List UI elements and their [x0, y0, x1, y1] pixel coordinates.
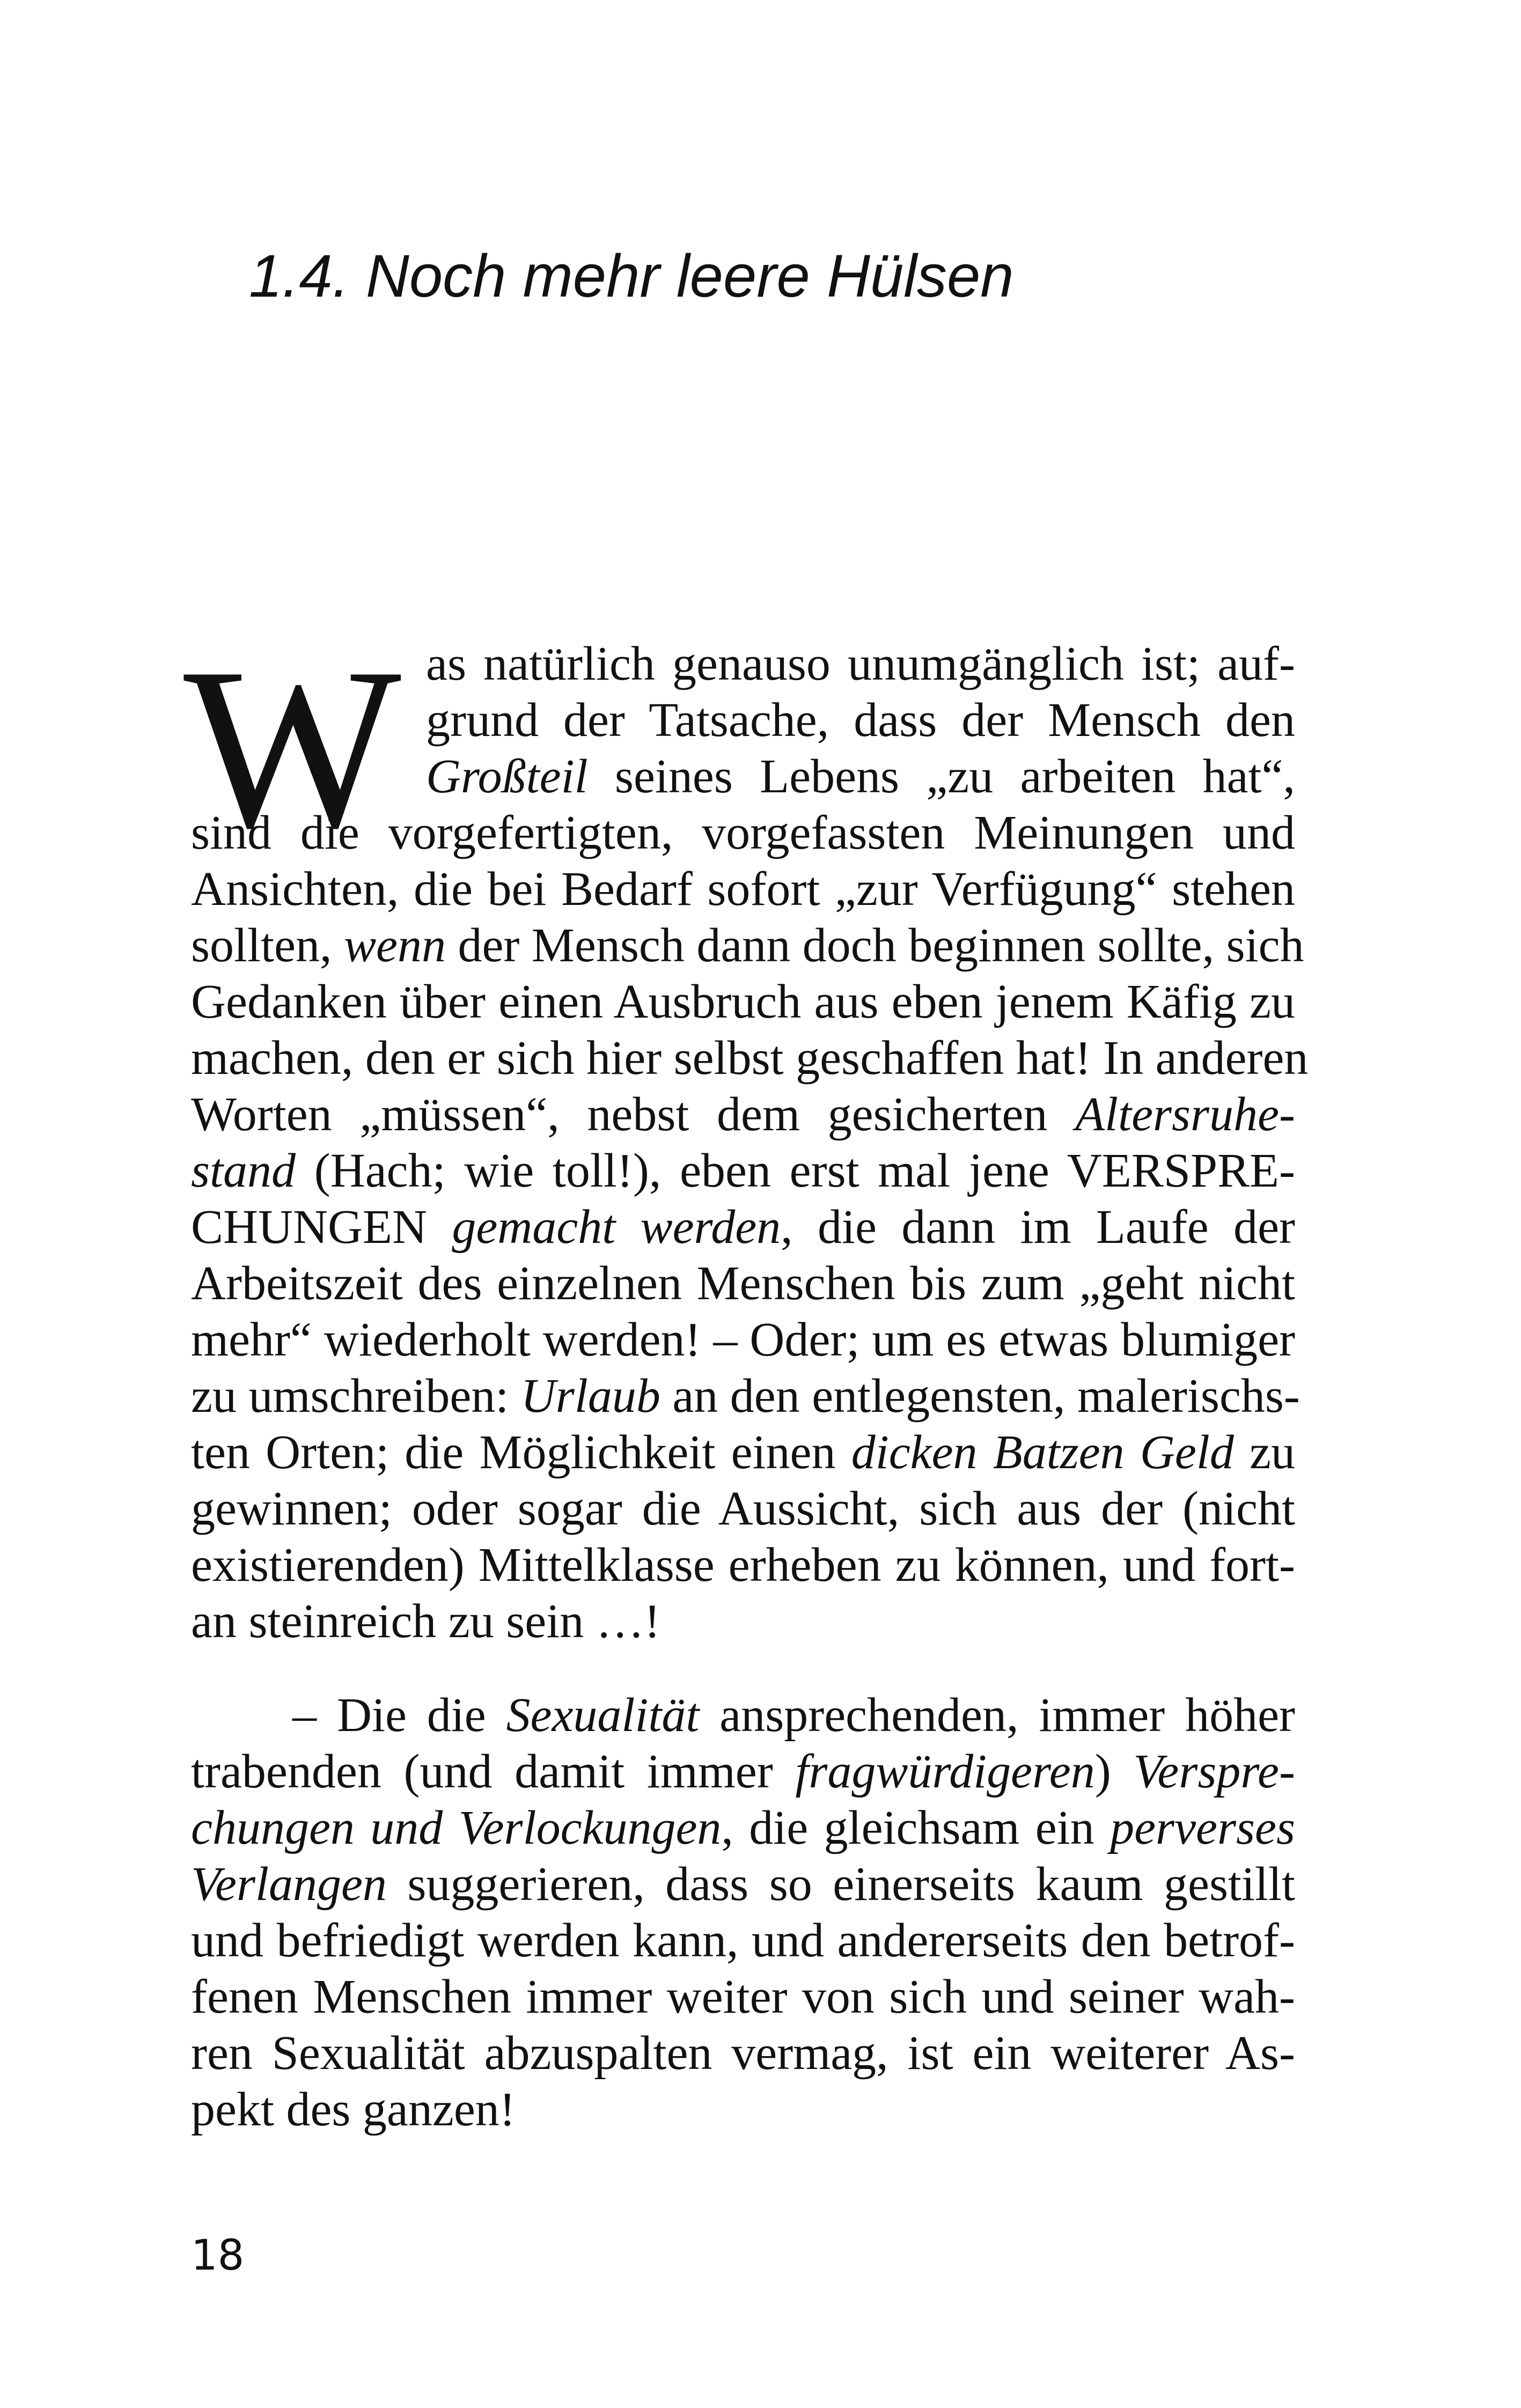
- text-run: mehr“ wiederholt werden! – Oder; um es etwas blumiger: [191, 1313, 1295, 1366]
- text-run: ): [1094, 1745, 1134, 1798]
- text-run: sollten,: [191, 919, 344, 972]
- text-line: [191, 692, 1295, 748]
- text-run: , die dann im Laufe der: [781, 1201, 1296, 1254]
- text-line: [191, 1143, 1295, 1199]
- text-run: und befriedigt werden kann, und andererseits den betrof-: [191, 1914, 1295, 1967]
- text-run: existierenden) Mittelklasse erheben zu können, und fort-: [191, 1538, 1295, 1592]
- text-line: [191, 1199, 1295, 1255]
- text-line: [191, 1086, 1295, 1143]
- text-line: [191, 636, 1295, 692]
- italic-run: Urlaub: [520, 1369, 660, 1423]
- text-run: trabenden (und damit immer: [191, 1745, 796, 1798]
- page-number: 18: [191, 2232, 245, 2280]
- italic-run: Großteil: [426, 750, 588, 803]
- text-run: ten Orten; die Möglichkeit einen: [191, 1426, 851, 1479]
- text-run: seines Lebens „zu arbeiten hat“,: [587, 750, 1295, 803]
- text-line: [191, 1969, 1295, 2025]
- drop-cap-letter: W: [183, 621, 401, 876]
- text-run: sind die vorgefertigten, vorgefassten Meinungen und: [191, 806, 1295, 859]
- text-run: pekt des ganzen!: [191, 2083, 516, 2136]
- text-line: [191, 748, 1295, 805]
- italic-run: perverses: [1110, 1801, 1295, 1854]
- text-line: [191, 1424, 1295, 1481]
- text-run: Ansichten, die bei Bedarf sofort „zur Verfügung“ stehen: [191, 863, 1295, 916]
- text-run: ren Sexualität abzuspalten vermag, ist ein weiterer As-: [191, 2027, 1295, 2080]
- italic-run: gemacht werden: [452, 1201, 781, 1254]
- text-line: [191, 1368, 1300, 1424]
- text-line: [191, 1255, 1295, 1312]
- text-run: as natürlich genauso unumgänglich ist; auf-: [426, 637, 1295, 690]
- text-line: [191, 1912, 1295, 1969]
- italic-run: Sexualität: [506, 1689, 700, 1742]
- italic-run: Verspre-: [1133, 1745, 1295, 1798]
- italic-run: wenn: [344, 919, 446, 972]
- text-run: ansprechenden, immer höher: [699, 1689, 1295, 1742]
- text-line: [191, 1687, 1295, 1743]
- text-run: zu umschreiben:: [191, 1369, 521, 1423]
- italic-run: fragwürdigeren: [795, 1745, 1095, 1798]
- text-run: der Mensch dann doch beginnen sollte, sich: [445, 919, 1304, 972]
- text-run: suggerieren, dass so einerseits kaum gestillt: [386, 1858, 1295, 1911]
- text-line: [191, 1312, 1295, 1368]
- paragraph-2: [191, 1687, 1295, 2138]
- text-run: Worten „müssen“, nebst dem gesicherten: [191, 1088, 1076, 1141]
- italic-run: chungen und Verlockungen: [191, 1801, 722, 1854]
- text-run: zu: [1233, 1426, 1295, 1479]
- italic-run: stand: [191, 1144, 296, 1197]
- text-line: [191, 861, 1295, 917]
- text-run: Arbeitszeit des einzelnen Menschen bis zum „geht nicht: [191, 1257, 1295, 1310]
- text-line: [191, 2025, 1295, 2081]
- italic-run: dicken Batzen Geld: [851, 1426, 1234, 1479]
- text-line: [191, 805, 1295, 861]
- text-run: , die gleichsam ein: [721, 1801, 1111, 1854]
- text-line: [191, 917, 1304, 974]
- text-line: [191, 1593, 1295, 1649]
- text-line: [191, 1856, 1295, 1912]
- text-line: [191, 1743, 1295, 1800]
- text-run: (Hach; wie toll!), eben erst mal jene VERSPRE-: [296, 1144, 1295, 1197]
- text-run: fenen Menschen immer weiter von sich und seiner wah-: [191, 1970, 1295, 2023]
- text-line: [191, 1537, 1295, 1593]
- text-line: [191, 2081, 1295, 2138]
- chapter-title: 1.4. Noch mehr leere Hülsen: [249, 242, 1014, 310]
- text-line: [191, 1800, 1295, 1856]
- text-run: grund der Tatsache, dass der Mensch den: [426, 694, 1295, 747]
- text-run: an den entlegensten, malerischs-: [660, 1369, 1300, 1423]
- italic-run: Verlangen: [191, 1858, 387, 1911]
- text-run: an steinreich zu sein …!: [191, 1595, 660, 1648]
- text-line: [191, 1481, 1295, 1537]
- text-run: Gedanken über einen Ausbruch aus eben jenem Käfig zu: [191, 975, 1295, 1028]
- text-line: [191, 1030, 1309, 1086]
- text-run: – Die die: [191, 1689, 506, 1742]
- text-line: [191, 974, 1295, 1030]
- text-run: machen, den er sich hier selbst geschaffen hat! In anderen: [191, 1032, 1309, 1085]
- text-run: CHUNGEN: [191, 1201, 452, 1254]
- italic-run: Altersruhe-: [1075, 1088, 1295, 1141]
- paragraph-1: [191, 636, 1309, 1649]
- text-run: gewinnen; oder sogar die Aussicht, sich aus der (nicht: [191, 1482, 1295, 1535]
